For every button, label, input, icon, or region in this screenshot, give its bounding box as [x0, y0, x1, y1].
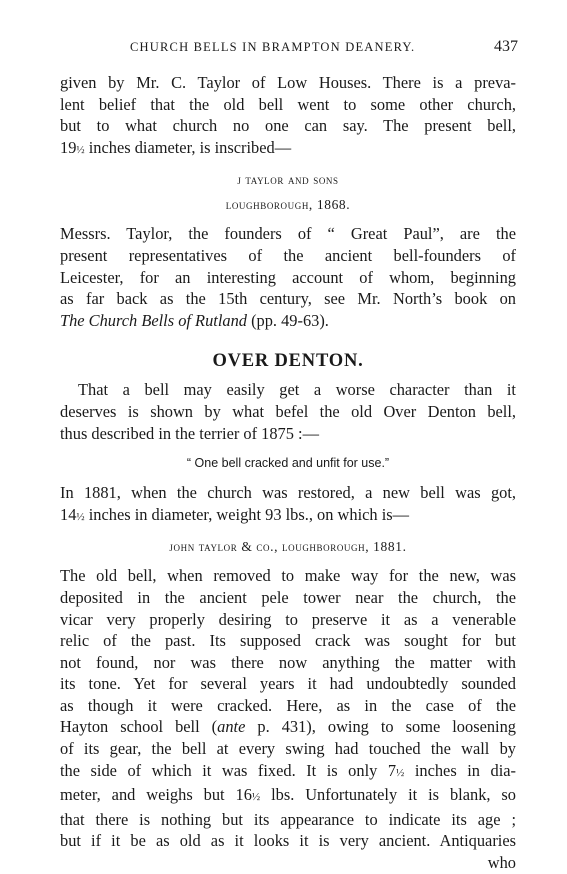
- text-line: Leicester, for an interesting account of whom, beginning: [60, 267, 516, 287]
- catchword: who: [487, 853, 516, 873]
- text-line: the side of which it was fixed. It is only 7½ inches in dia-: [60, 760, 516, 780]
- inscription-line: loughborough, 1868.: [225, 197, 351, 213]
- terrier-quote: “ One bell cracked and unfit for use.”: [186, 456, 390, 471]
- paragraph-messrs-taylor: [60, 223, 516, 331]
- text-line: but if it be as old as it looks it is very ancient. Antiquaries: [60, 831, 516, 851]
- text-line: Messrs. Taylor, the founders of “ Great Paul”, are the: [60, 224, 516, 244]
- page-body: [60, 72, 516, 874]
- text-line: thus described in the terrier of 1875 :—: [60, 423, 319, 443]
- inscription-line: j taylor and sons: [237, 172, 339, 188]
- text-line: deposited in the ancient pele tower near the church, the: [60, 587, 516, 607]
- text-line: not found, nor was there now anything the matter with: [60, 652, 516, 672]
- paragraph-taylor-gift: [60, 72, 516, 161]
- text-line: as far back as the 15th century, see Mr. North’s book on: [60, 289, 516, 309]
- text-line: The Church Bells of Rutland (pp. 49-63).: [60, 310, 329, 330]
- paragraph-old-bell: [60, 565, 516, 852]
- paragraph-new-bell: [60, 482, 516, 528]
- paragraph-over-denton: [60, 379, 516, 444]
- text-line: That a bell may easily get a worse character than it: [78, 380, 516, 400]
- text-line: given by Mr. C. Taylor of Low Houses. There is a preva-: [60, 73, 516, 92]
- text-line: vicar very properly desiring to preserve it as a venerable: [60, 609, 516, 629]
- text-line: lent belief that the old bell went to some other church,: [60, 94, 516, 114]
- text-line: but to what church no one can say. The present bell,: [60, 116, 516, 136]
- text-line: as though it were cracked. Here, as in the case of the: [60, 695, 516, 715]
- text-line: 14½ inches in diameter, weight 93 lbs., on which is—: [60, 504, 410, 524]
- text-line: relic of the past. Its supposed crack was sought for but: [60, 631, 516, 651]
- text-line: its tone. Yet for several years it had undoubtedly sounded: [60, 674, 516, 694]
- text-line: deserves is shown by what befel the old Over Denton bell,: [60, 401, 516, 421]
- text-line: The old bell, when removed to make way for the new, was: [60, 566, 516, 586]
- text-line: Hayton school bell (ante p. 431), owing to some loosening: [60, 717, 516, 737]
- section-heading: OVER DENTON.: [212, 351, 364, 372]
- running-title: CHURCH BELLS IN BRAMPTON DEANERY.: [130, 40, 416, 54]
- text-line: meter, and weighs but 16½ lbs. Unfortunately it is blank, so: [60, 785, 516, 805]
- text-line: of its gear, the bell at every swing had touched the wall by: [60, 739, 516, 759]
- page-number: 437: [494, 38, 518, 55]
- text-line: present representatives of the ancient bell-founders of: [60, 245, 516, 265]
- text-line: that there is nothing but its appearance to indicate its age ;: [60, 809, 516, 829]
- text-line: 19½ inches diameter, is inscribed—: [60, 137, 292, 157]
- running-head: [60, 38, 518, 60]
- text-line: In 1881, when the church was restored, a new bell was got,: [60, 483, 516, 503]
- book-title: The Church Bells of Rutland: [60, 310, 247, 330]
- inscription-line: john taylor & co., loughborough, 1881.: [169, 539, 407, 555]
- bell-inscription-1881: [60, 534, 516, 559]
- bell-inscription-1868: [60, 167, 516, 217]
